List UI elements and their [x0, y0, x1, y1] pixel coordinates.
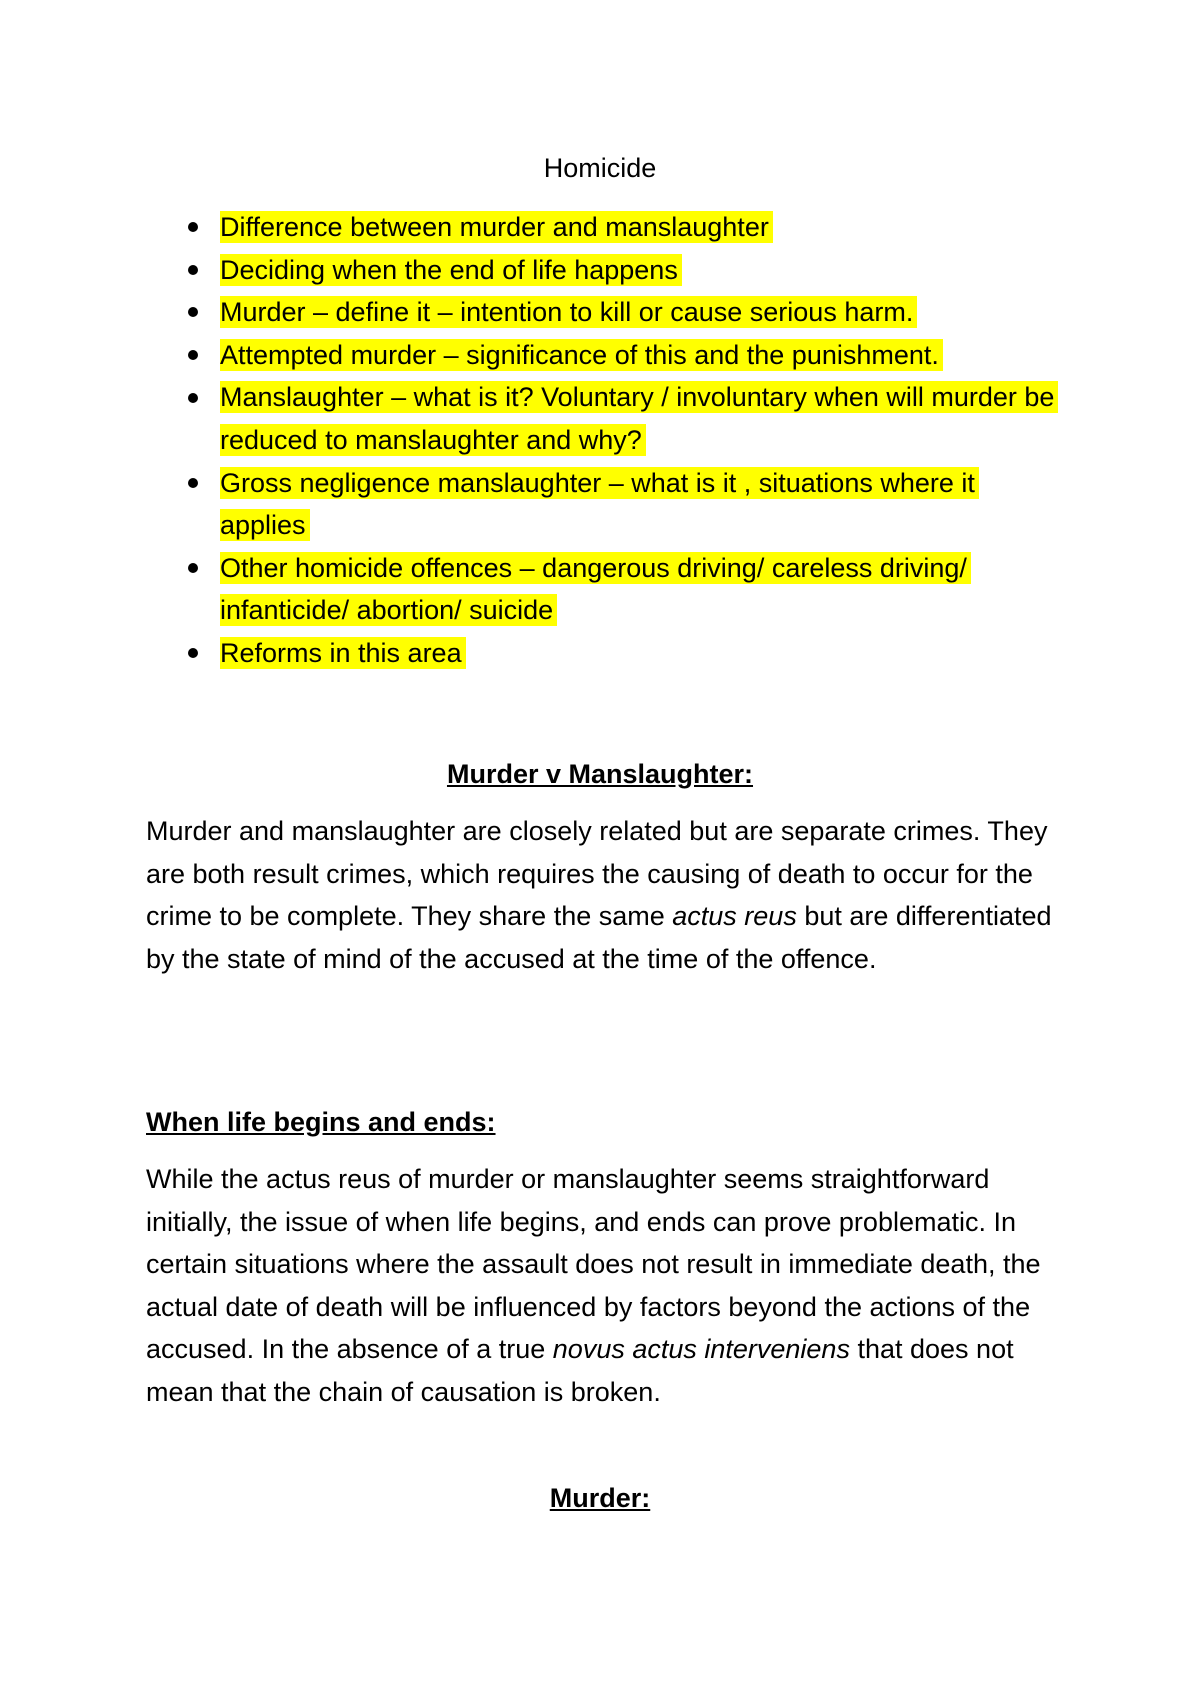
- bullet-icon: [186, 547, 220, 590]
- paragraph-murder-v-manslaughter: [146, 810, 1066, 980]
- bullet-icon: [186, 206, 220, 249]
- section-heading-murder-v-manslaughter: Murder v Manslaughter:: [446, 759, 754, 789]
- list-item: [186, 249, 1066, 292]
- list-item: [186, 334, 1066, 377]
- list-item: [186, 376, 1066, 461]
- list-item: [186, 462, 1066, 547]
- topic-text: Reforms in this area: [220, 637, 466, 669]
- paragraph-text: While the actus reus of murder or manslaughter seems straightforward initially, the issue of when life begins, and ends can prove problematic. In certain situations where the assault does not result in immediate death, the actual date of death will be influenced by factors beyond the actions of the accused. In the absence of a true: [146, 1164, 1041, 1365]
- list-item: [186, 632, 1066, 675]
- bullet-icon: [186, 291, 220, 334]
- bullet-icon: [186, 632, 220, 675]
- topic-text: Gross negligence manslaughter – what is it , situations where it applies: [220, 467, 979, 542]
- topic-text: Attempted murder – significance of this and the punishment.: [220, 339, 943, 371]
- section-heading-murder: Murder:: [549, 1483, 651, 1513]
- paragraph-text: but are differentiated by the state of mind of the accused at the time of the offence.: [146, 901, 1052, 974]
- topic-text: Manslaughter – what is it? Voluntary / involuntary when will murder be reduced to manslaughter and why?: [220, 381, 1058, 456]
- list-item: [186, 291, 1066, 334]
- italic-term: actus reus: [672, 901, 797, 932]
- document-title: Homicide: [543, 153, 657, 183]
- paragraph-text: Murder and manslaughter are closely related but are separate crimes. They are both result crimes, which requires the causing of death to occur for the crime to be complete. They share the same: [146, 816, 1048, 932]
- paragraph-when-life-begins: [146, 1158, 1066, 1414]
- bullet-icon: [186, 334, 220, 377]
- bullet-icon: [186, 249, 220, 292]
- list-item: [186, 547, 1066, 632]
- topic-list: [186, 206, 1066, 675]
- bullet-icon: [186, 462, 220, 505]
- topic-text: Murder – define it – intention to kill or cause serious harm.: [220, 296, 917, 328]
- topic-text: Deciding when the end of life happens: [220, 254, 682, 286]
- list-item: [186, 206, 1066, 249]
- bullet-icon: [186, 376, 220, 419]
- topic-text: Other homicide offences – dangerous driving/ careless driving/ infanticide/ abortion/ suicide: [220, 552, 971, 627]
- paragraph-text: that does not mean that the chain of causation is broken.: [146, 1334, 1014, 1407]
- topic-text: Difference between murder and manslaughter: [220, 211, 773, 243]
- italic-term: novus actus interveniens: [552, 1334, 850, 1365]
- section-heading-when-life-begins: When life begins and ends:: [146, 1107, 496, 1137]
